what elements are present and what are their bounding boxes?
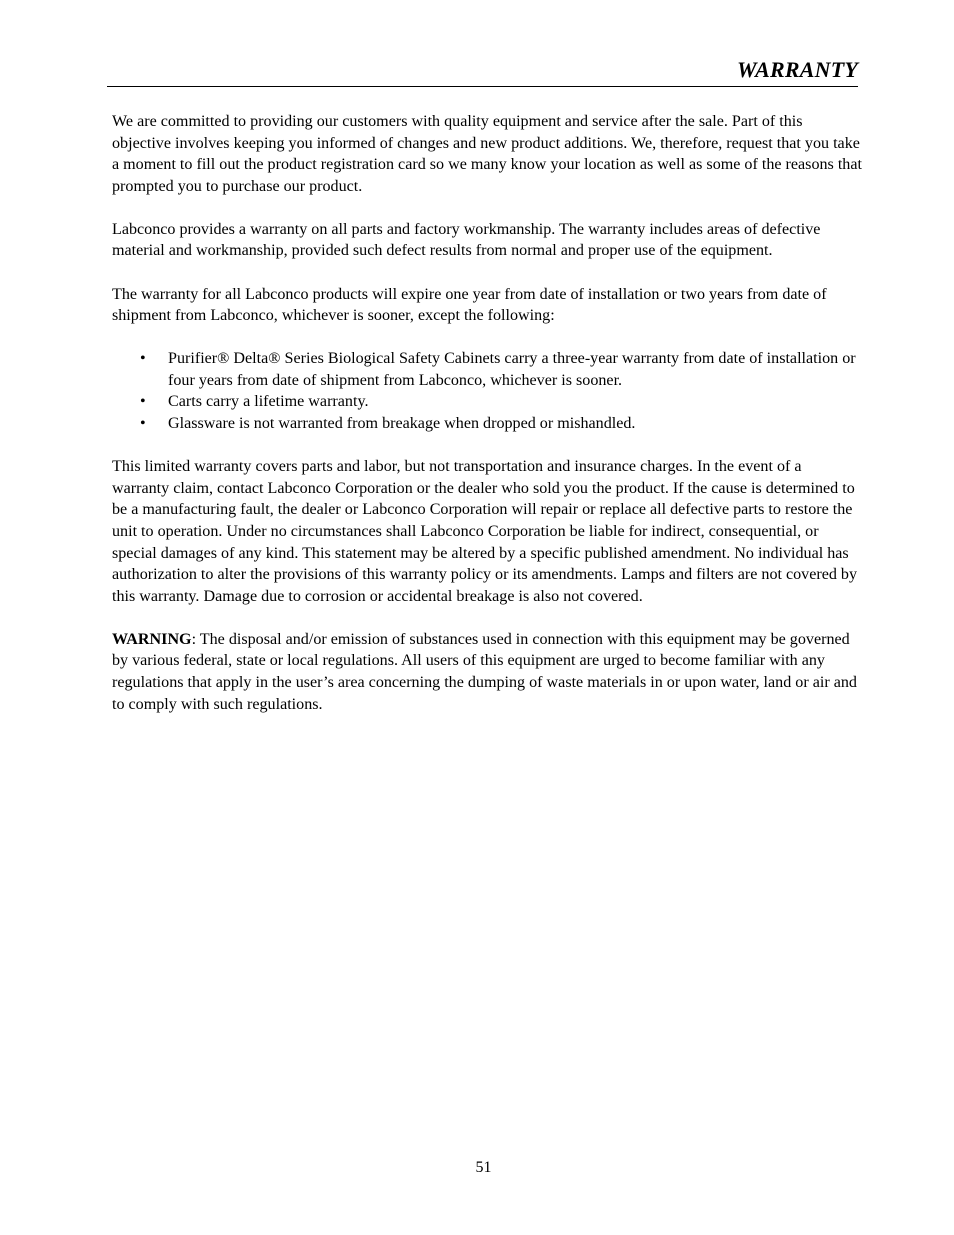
bullet-icon: • <box>140 350 146 368</box>
warranty-coverage-paragraph: Labconco provides a warranty on all parts and factory workmanship. The warranty includes areas of defective material and workmanship, provided such defect results from normal and proper use of the equipment. <box>112 220 821 260</box>
page-header <box>107 56 858 87</box>
list-item <box>112 413 862 435</box>
intro-paragraph: We are committed to providing our customers with quality equipment and service after the sale. Part of this objective involves keeping you informed of changes and new product additions. We, therefore, request that you take a moment to fill out the product registration card so we many know your location as well as some of the reasons that prompted you to purchase our product. <box>112 113 862 195</box>
warning-text: : The disposal and/or emission of substances used in connection with this equipment may be governed by various federal, state or local regulations. All users of this equipment are urged to become familiar with any regulations that apply in the user’s area concerning the dumping of waste materials in or upon water, land or air and to comply with such regulations. <box>112 630 857 713</box>
list-item-text: Purifier® Delta® Series Biological Safety Cabinets carry a three-year warranty from date of installation or four years from date of shipment from Labconco, whichever is sooner. <box>168 350 856 389</box>
warning-paragraph <box>112 629 862 715</box>
document-body <box>112 111 862 737</box>
warranty-expiration-paragraph: The warranty for all Labconco products will expire one year from date of installation or two years from date of shipment from Labconco, whichever is sooner, except the following: <box>112 285 827 325</box>
warranty-exceptions-list <box>112 348 862 434</box>
list-item <box>112 391 862 413</box>
limited-warranty-paragraph: This limited warranty covers parts and labor, but not transportation and insurance charges. In the event of a warranty claim, contact Labconco Corporation or the dealer who sold you the product. If the cause is determined to be a manufacturing fault, the dealer or Labconco Corporation will repair or replace all defective parts to restore the unit to operation. Under no circumstances shall Labconco Corporation be liable for indirect, consequential, or special damages of any kind. This statement may be altered by a specific published amendment. No individual has authorization to alter the provisions of this warranty policy or its amendments. Lamps and filters are not covered by this warranty. Damage due to corrosion or accidental breakage is also not covered. <box>112 458 858 605</box>
section-title: WARRANTY <box>737 57 858 82</box>
list-item-text: Carts carry a lifetime warranty. <box>168 393 369 411</box>
page-number: 51 <box>475 1159 492 1176</box>
bullet-icon: • <box>140 393 146 411</box>
list-item <box>112 348 862 391</box>
bullet-icon: • <box>140 415 146 433</box>
warning-label: WARNING <box>112 630 192 648</box>
list-item-text: Glassware is not warranted from breakage when dropped or mishandled. <box>168 415 636 433</box>
